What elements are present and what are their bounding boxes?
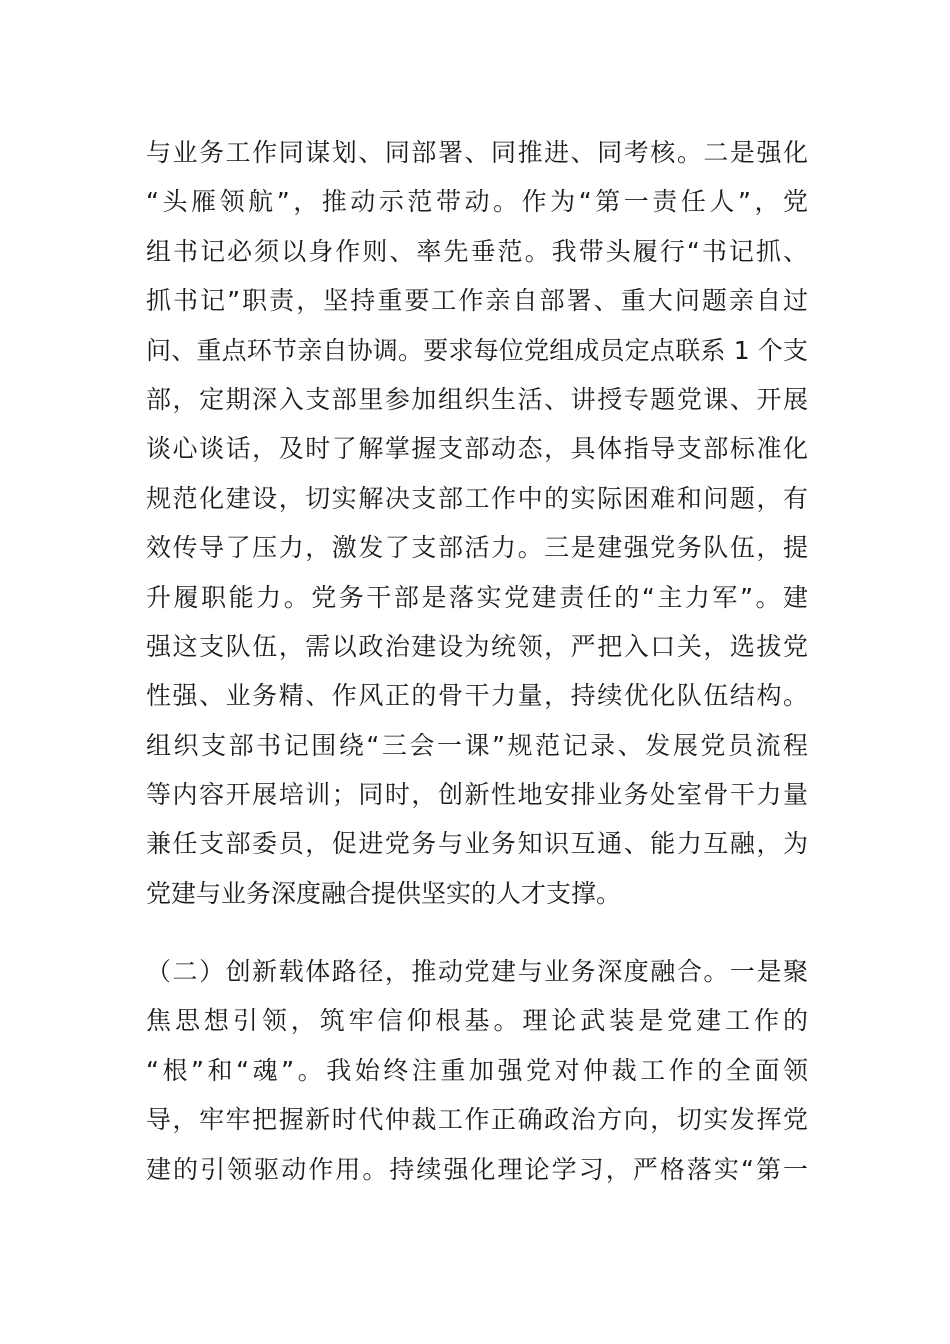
text-line: 焦思想引领，筑牢信仰根基。理论武装是党建工作的 [146, 1006, 808, 1036]
text-line: 兼任支部委员，促进党务与业务知识互通、能力互融，为 [146, 829, 808, 859]
text-line: 强这支队伍，需以政治建设为统领，严把入口关，选拔党 [146, 631, 808, 661]
text-line: 与业务工作同谋划、同部署、同推进、同考核。二是强化 [146, 138, 808, 167]
text-line: 效传导了压力，激发了支部活力。三是建强党务队伍，提 [146, 533, 808, 563]
text-line: 建的引领驱动作用。持续强化理论学习，严格落实“第一 [146, 1154, 808, 1184]
text-line: 谈心谈话，及时了解掌握支部动态，具体指导支部标准化 [146, 434, 808, 464]
text-line: 性强、业务精、作风正的骨干力量，持续优化队伍结构。 [146, 681, 808, 711]
text-line: 问、重点环节亲自协调。要求每位党组成员定点联系 1 个支 [146, 335, 808, 365]
text-line: 规范化建设，切实解决支部工作中的实际困难和问题，有 [146, 483, 808, 513]
text-line: 党建与业务深度融合提供坚实的人才支撑。 [146, 878, 622, 908]
body-paragraph [146, 947, 808, 1194]
text-line: 部，定期深入支部里参加组织生活、讲授专题党课、开展 [146, 384, 808, 414]
text-line: 组书记必须以身作则、率先垂范。我带头履行“书记抓、 [146, 236, 808, 266]
text-line: “根”和“魂”。我始终注重加强党对仲裁工作的全面领 [146, 1055, 808, 1085]
text-line: 抓书记”职责，坚持重要工作亲自部署、重大问题亲自过 [146, 286, 808, 316]
body-paragraph [146, 128, 808, 918]
text-line: 导，牢牢把握新时代仲裁工作正确政治方向，切实发挥党 [146, 1105, 808, 1135]
text-line: 等内容开展培训；同时，创新性地安排业务处室骨干力量 [146, 780, 808, 810]
text-line: “头雁领航”，推动示范带动。作为“第一责任人”，党 [146, 187, 808, 217]
text-line: 组织支部书记围绕“三会一课”规范记录、发展党员流程 [146, 730, 808, 760]
section-heading-line: （二）创新载体路径，推动党建与业务深度融合。一是聚 [146, 957, 808, 986]
text-line: 升履职能力。党务干部是落实党建责任的“主力军”。建 [146, 582, 808, 612]
